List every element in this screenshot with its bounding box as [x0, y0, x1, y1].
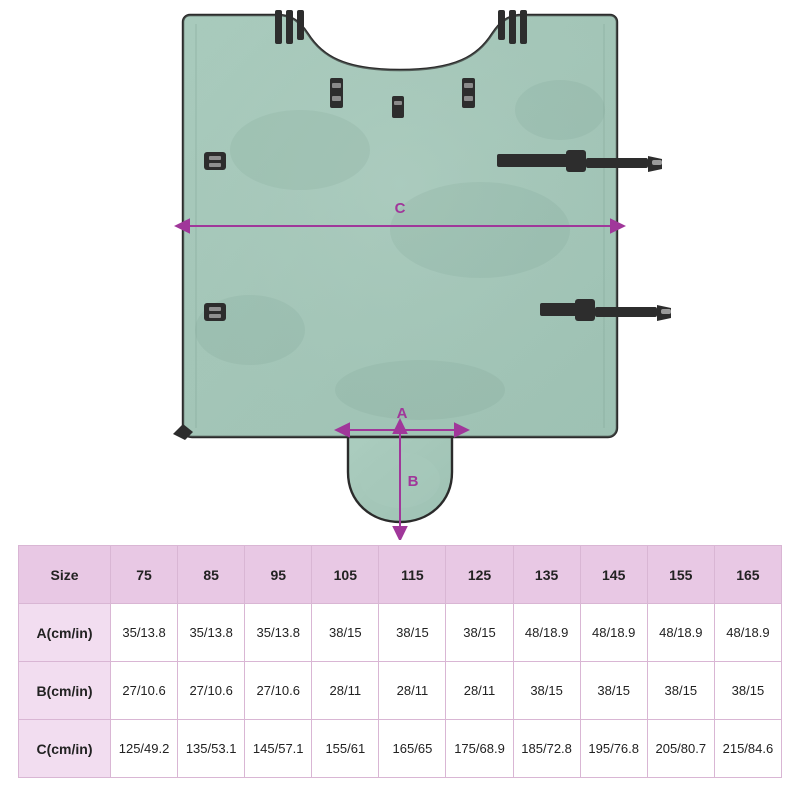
- row-label: B(cm/in): [19, 662, 111, 720]
- row-label: A(cm/in): [19, 604, 111, 662]
- table-cell: 135/53.1: [178, 720, 245, 778]
- table-header-cell: 155: [647, 546, 714, 604]
- table-header-cell: 115: [379, 546, 446, 604]
- table-row: [19, 662, 782, 720]
- size-chart: [18, 545, 782, 778]
- table-header-cell: 95: [245, 546, 312, 604]
- table-cell: 38/15: [513, 662, 580, 720]
- dimension-b-label: B: [407, 473, 419, 490]
- table-cell: 195/76.8: [580, 720, 647, 778]
- table-cell: 175/68.9: [446, 720, 513, 778]
- table-cell: 125/49.2: [111, 720, 178, 778]
- row-label: C(cm/in): [19, 720, 111, 778]
- table-cell: 27/10.6: [111, 662, 178, 720]
- size-table: [18, 545, 782, 778]
- table-cell: 48/18.9: [714, 604, 781, 662]
- table-header-cell: 105: [312, 546, 379, 604]
- table-cell: 35/13.8: [111, 604, 178, 662]
- table-header-cell: 125: [446, 546, 513, 604]
- table-cell: 48/18.9: [580, 604, 647, 662]
- table-cell: 38/15: [647, 662, 714, 720]
- table-header-cell: 75: [111, 546, 178, 604]
- table-header-cell: 165: [714, 546, 781, 604]
- table-cell: 38/15: [379, 604, 446, 662]
- table-header-cell: Size: [19, 546, 111, 604]
- table-header-cell: 135: [513, 546, 580, 604]
- table-cell: 38/15: [714, 662, 781, 720]
- dimension-a-label: A: [396, 405, 408, 422]
- table-header-row: [19, 546, 782, 604]
- table-cell: 35/13.8: [245, 604, 312, 662]
- table-cell: 28/11: [446, 662, 513, 720]
- table-cell: 28/11: [379, 662, 446, 720]
- table-row: [19, 720, 782, 778]
- table-cell: 48/18.9: [647, 604, 714, 662]
- table-cell: 215/84.6: [714, 720, 781, 778]
- table-cell: 48/18.9: [513, 604, 580, 662]
- table-cell: 27/10.6: [178, 662, 245, 720]
- table-row: [19, 604, 782, 662]
- table-cell: 38/15: [446, 604, 513, 662]
- table-cell: 205/80.7: [647, 720, 714, 778]
- table-cell: 27/10.6: [245, 662, 312, 720]
- table-cell: 28/11: [312, 662, 379, 720]
- table-cell: 35/13.8: [178, 604, 245, 662]
- table-cell: 38/15: [312, 604, 379, 662]
- table-cell: 185/72.8: [513, 720, 580, 778]
- table-header-cell: 85: [178, 546, 245, 604]
- table-cell: 155/61: [312, 720, 379, 778]
- table-cell: 145/57.1: [245, 720, 312, 778]
- table-cell: 38/15: [580, 662, 647, 720]
- table-header-cell: 145: [580, 546, 647, 604]
- dimension-c-label: C: [394, 200, 406, 217]
- table-cell: 165/65: [379, 720, 446, 778]
